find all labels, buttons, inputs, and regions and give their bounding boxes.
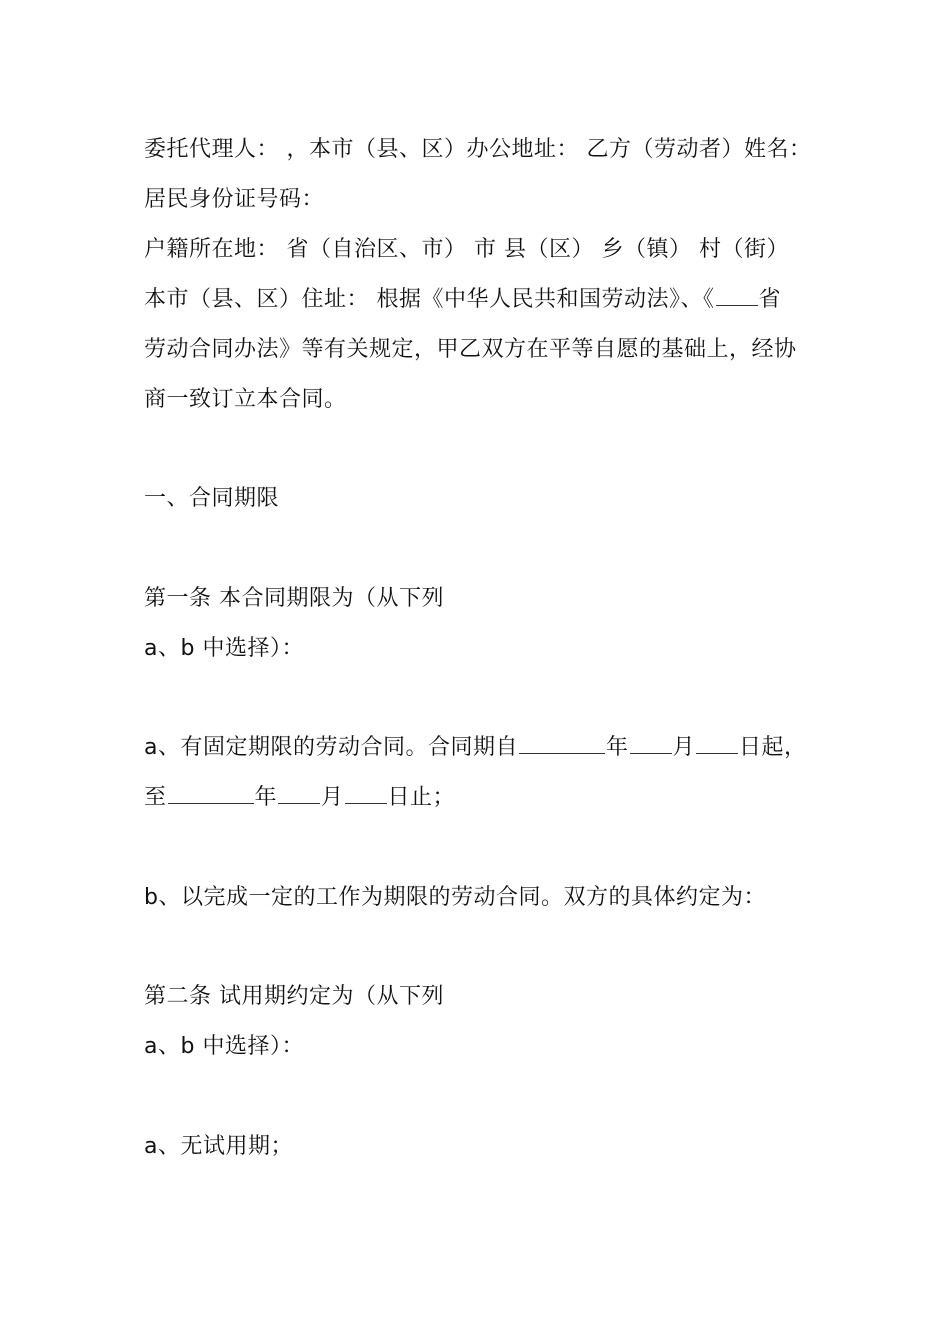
text-line: a、无试用期； — [144, 1134, 293, 1159]
text-line: a、b 中选择）： — [144, 1034, 304, 1059]
text-line: 户籍所在地： 省（自治区、市） 市 县（区） 乡（镇） 村（街） — [144, 237, 789, 262]
text-span: a、有固定期限的劳动合同。合同期自 — [144, 735, 518, 760]
text-span: 年 — [605, 735, 629, 760]
text-line — [144, 285, 781, 315]
fill-blank[interactable] — [716, 285, 758, 306]
text-span: 月 — [321, 785, 344, 810]
text-span: 省 — [758, 287, 782, 312]
text-line: 劳动合同办法》等有关规定，甲乙双方在平等自愿的基础上，经协 — [144, 337, 797, 362]
fill-blank-month[interactable] — [630, 733, 672, 754]
text-line: 委托代理人： ，本市（县、区）办公地址： 乙方（劳动者）姓名： — [144, 137, 812, 162]
fill-blank-year[interactable] — [168, 783, 254, 804]
fill-blank-day[interactable] — [345, 783, 387, 804]
section-heading: 一、合同期限 — [144, 486, 280, 511]
article-heading: 第一条 本合同期限为（从下列 — [144, 586, 444, 611]
text-span: 日止； — [387, 785, 456, 810]
fill-blank-month[interactable] — [278, 783, 320, 804]
text-span: 本市（县、区）住址： 根据《中华人民共和国劳动法》、《 — [144, 287, 715, 312]
fill-blank-year[interactable] — [519, 733, 605, 754]
text-line: 居民身份证号码： — [144, 187, 325, 212]
text-line: 商一致订立本合同。 — [144, 387, 347, 412]
option-a-line — [144, 733, 807, 763]
option-a-line — [144, 783, 455, 813]
article-heading: 第二条 试用期约定为（从下列 — [144, 984, 444, 1009]
text-span: 年 — [254, 785, 278, 810]
text-line: a、b 中选择）： — [144, 636, 304, 661]
option-b-line: b、以完成一定的工作为期限的劳动合同。双方的具体约定为： — [144, 885, 766, 910]
text-span: 日起， — [739, 735, 807, 760]
text-span: 月 — [672, 735, 696, 760]
text-span: 至 — [144, 785, 167, 810]
fill-blank-day[interactable] — [696, 733, 738, 754]
